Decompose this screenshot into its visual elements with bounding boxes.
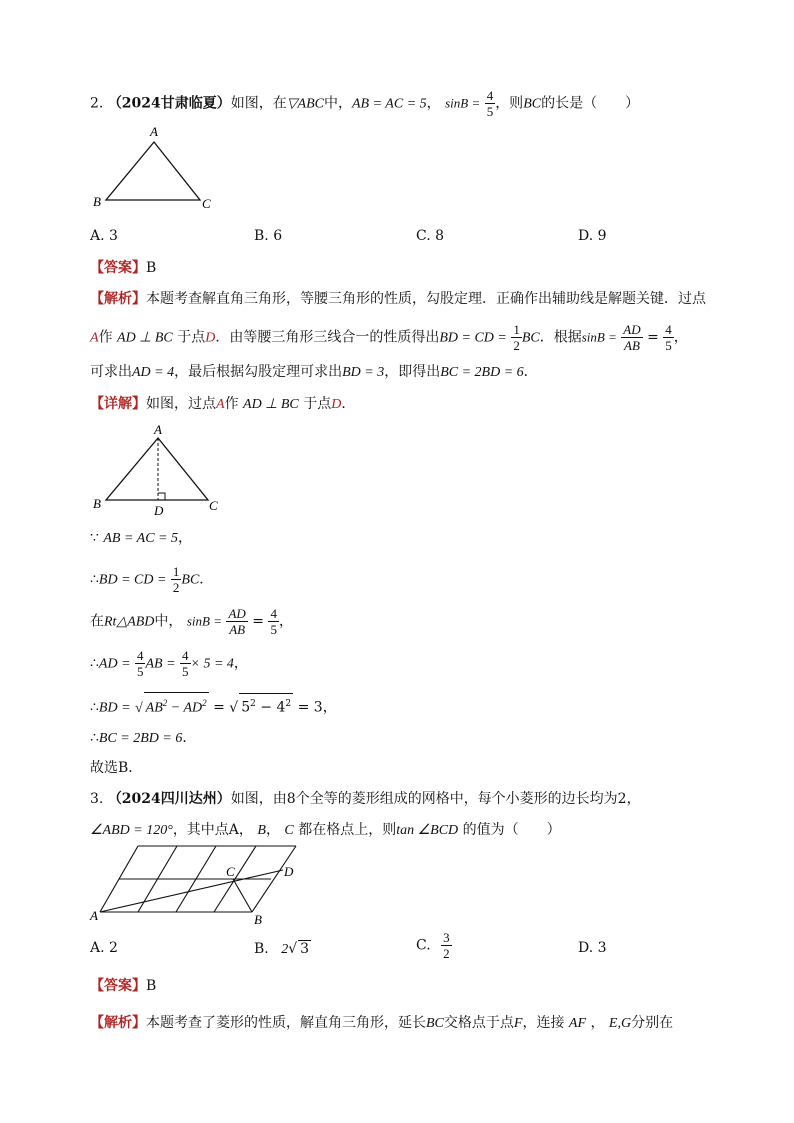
q2-triangle: ▽ABC: [286, 96, 324, 112]
q2-det-c: 作: [224, 396, 239, 412]
q2-s4-b: AD =: [98, 656, 131, 672]
q2-s3-frac-45: [268, 606, 279, 637]
q2-s1-c: ，: [178, 530, 193, 546]
q3-l2-f: 都在格点上，则: [298, 822, 397, 838]
q2-step6: [90, 728, 196, 749]
q2-s3-c: 中，: [154, 613, 183, 630]
q2-s3-b: Rt△ABD: [104, 614, 155, 630]
q2-s4-frac2: [180, 648, 191, 679]
q2-an-h: BC: [521, 330, 540, 346]
q2-an-frac45-den: 5: [665, 338, 672, 353]
q2-analysis-line2: [90, 322, 688, 353]
q3-option-c-label: C.: [416, 937, 431, 954]
q2-frac: [485, 88, 496, 119]
q3-an-e: ，连接: [522, 1015, 565, 1031]
q3-analysis: [90, 1013, 673, 1034]
q3-option-c-num: 3: [443, 930, 450, 945]
q2-triangle-shape: [106, 142, 200, 200]
q2-s2-a: ∴: [90, 571, 99, 588]
q2-s3-d: sinB =: [186, 613, 223, 629]
q2-an-g: BD = CD =: [439, 330, 507, 346]
q3-an-a: 本题考查了菱形的性质，解直角三角形，延长: [146, 1015, 426, 1031]
q2-an-d: 于点: [177, 329, 206, 346]
q2-an-a: A: [90, 330, 99, 346]
q2-option-a[interactable]: A. 3: [90, 228, 118, 244]
q2-s5-f: = 3: [297, 699, 323, 716]
q2-altitude-figure: [88, 420, 228, 520]
q2-stem: [90, 88, 639, 119]
q2-s5-g: ，: [322, 699, 337, 716]
q2-number: 2.: [90, 95, 104, 112]
q2-an3-d: BD = 3: [342, 365, 385, 380]
q2-an-eq: =: [647, 329, 659, 346]
q3-option-c[interactable]: [416, 930, 452, 961]
q2-det-g: ．: [341, 396, 356, 412]
q3-l2-b: ，其中点A，: [172, 822, 253, 838]
q3-an-g: ，: [590, 1015, 605, 1031]
q2-an-j: sinB =: [581, 329, 617, 345]
q2-stem-b: 中，: [324, 95, 352, 112]
q2-s2-half: [171, 564, 182, 595]
q2-s5-e1: 5: [241, 699, 251, 716]
q2-s2-d: ．: [199, 571, 214, 588]
q3-stem-line2: [90, 820, 561, 841]
q2-analysis-text1: 本题考查解直角三角形，等腰三角形的性质，勾股定理．正确作出辅助线是解题关键．过点: [146, 291, 706, 307]
q2-s5-sqrt1: √ $AB^2 - AD^2$: [135, 701, 209, 716]
q2-bc: BC: [523, 96, 542, 112]
q2-an-frac-den: AB: [624, 338, 640, 353]
q2-stem-a: 如图，在: [230, 95, 287, 112]
q2-option-b[interactable]: B. 6: [254, 228, 283, 244]
q2-answer-value: B: [146, 260, 157, 276]
q2-s4-e: ，: [233, 655, 248, 672]
q2-det-d: AD ⊥ BC: [243, 397, 299, 412]
q2-source: （2024甘肃临夏）: [107, 95, 231, 112]
q2-s5-sup2: 2: [202, 698, 207, 708]
q3-option-b-coef: 2: [281, 942, 289, 957]
q2-option-c[interactable]: C. 8: [416, 228, 445, 244]
q2-an-frac-45: [663, 322, 674, 353]
q3-grid: [100, 846, 296, 912]
q2-an-c: AD ⊥ BC: [117, 330, 173, 346]
q2-an3-a: 可求出: [90, 364, 132, 380]
q3-l2-d: ，: [265, 822, 280, 838]
q2-s3-a: 在: [90, 613, 104, 630]
q2-step2: [90, 564, 213, 595]
q2-answer: [90, 258, 156, 278]
q2-an3-e: ，即得出: [384, 364, 441, 380]
q2-an3-g: ．: [523, 364, 538, 380]
q3-l2-e: C: [284, 823, 294, 838]
q2-fig2-label-d: D: [154, 503, 164, 518]
q2-s3-f45-num: 4: [270, 606, 277, 621]
q2-s3-end: ，: [278, 613, 293, 630]
q2-s5-c2: − AD: [167, 700, 203, 716]
q3-label-a: A: [90, 908, 98, 923]
q2-s5-sup3: 2: [250, 699, 256, 709]
q2-an-frac45-num: 4: [665, 322, 672, 337]
q3-number: 3.: [90, 791, 104, 807]
q2-det-f: D: [331, 397, 342, 412]
q2-s5-d: =: [213, 699, 225, 716]
q2-step1: [90, 528, 192, 549]
q2-an-end: ，: [673, 329, 688, 346]
q3-l2-h: 的值为（ ）: [462, 822, 561, 838]
q2-step3: [90, 606, 293, 637]
q2-step4: [90, 648, 248, 679]
q2-fig2-label-a: A: [154, 422, 162, 437]
q2-an-e: D: [205, 330, 216, 346]
q2-an-half-num: 1: [513, 322, 520, 337]
q2-s5-b: BD =: [98, 700, 131, 716]
q2-s5-sqrt2: √ $5^2 - 4^2$: [229, 700, 293, 716]
q3-l2-a: ∠ABD = 120°: [90, 823, 173, 838]
q3-analysis-tag: 【解析】: [90, 1015, 146, 1031]
q2-label-b: B: [93, 194, 101, 209]
q3-option-d[interactable]: D. 3: [578, 940, 607, 956]
q2-comma: ，: [426, 95, 441, 112]
q2-s1-a: ∵: [90, 530, 99, 546]
q2-s4-f1-den: 5: [136, 664, 144, 679]
q2-detail-tag: 【详解】: [90, 396, 146, 412]
q2-detail-line: [90, 394, 355, 415]
q3-stem-a: 如图，由8个全等的菱形组成的网格中，每个小菱形的边长均为2，: [230, 791, 641, 807]
q2-s2-half-den: 2: [172, 580, 180, 595]
q2-an-frac-num: AD: [623, 322, 641, 337]
q2-analysis-line1: [90, 289, 706, 309]
q2-label-a: A: [150, 124, 158, 139]
q2-s4-frac1: [135, 648, 146, 679]
q2-stem-c: ，则: [495, 95, 524, 112]
q3-an-i: 分别在: [631, 1015, 674, 1031]
q3-rhombus-grid-figure: [88, 840, 308, 930]
q2-an-f: ．由等腰三角形三线合一的性质得出: [215, 329, 440, 346]
q2-s6-a: ∴: [90, 730, 99, 746]
q2-s4-d: × 5 = 4: [190, 656, 234, 672]
q3-label-c: C: [226, 864, 235, 879]
q2-s1-b: AB = AC = 5: [103, 531, 179, 546]
q2-fig2-label-b: B: [93, 496, 101, 511]
q2-s5-a: ∴: [90, 699, 99, 716]
q2-s5-e2: − 4: [255, 699, 286, 716]
q2-s4-f1-num: 4: [136, 648, 144, 663]
q2-s6-c: ．: [182, 730, 197, 746]
q2-frac-num: 4: [486, 88, 494, 103]
q3-l2-g: tan ∠BCD: [396, 823, 459, 838]
q3-stem-line1: [90, 789, 641, 809]
q2-s6-b: BC = 2BD = 6: [98, 731, 183, 746]
q2-an-half: [511, 322, 522, 353]
q2-s4-a: ∴: [90, 655, 99, 672]
q2-det-e: 于点: [303, 396, 332, 412]
q2-stem-d: 的长是（ ）: [541, 95, 640, 112]
q3-answer-tag: 【答案】: [90, 978, 146, 994]
q3-an-b: BC: [426, 1016, 444, 1031]
q2-s5-sup4: 2: [285, 699, 292, 709]
q2-an-b: 作: [98, 329, 113, 346]
q2-answer-tag: 【答案】: [90, 260, 146, 276]
q3-answer-value: B: [146, 978, 157, 994]
q3-source: （2024四川达州）: [107, 791, 231, 807]
q2-s3-frac-den: AB: [229, 622, 246, 637]
q3-l2-c: B: [257, 823, 266, 838]
q2-an-half-den: 2: [513, 338, 520, 353]
q2-det-a: 如图，过点: [146, 396, 216, 412]
q2-label-c: C: [202, 196, 211, 211]
q2-eq1: AB = AC = 5: [352, 96, 427, 112]
q3-option-c-frac: [441, 930, 452, 961]
q2-det-b: A: [216, 397, 225, 412]
q2-option-d[interactable]: D. 9: [578, 228, 607, 244]
q3-answer: [90, 976, 156, 996]
q2-an-i: ．根据: [539, 329, 582, 346]
q2-an3-c: ，最后根据勾股定理可求出: [174, 364, 343, 380]
q2-choose: 故选B．: [90, 760, 143, 776]
q2-s2-half-num: 1: [172, 564, 180, 579]
q2-s2-b: BD = CD =: [98, 572, 167, 588]
q3-label-b: B: [254, 912, 262, 927]
q2-s5-sup1: 2: [162, 698, 168, 708]
q2-analysis-tag: 【解析】: [90, 291, 146, 307]
q3-an-h: E,G: [608, 1016, 632, 1031]
q3-option-c-den: 2: [443, 946, 450, 961]
q2-an3-b: AD = 4: [132, 365, 175, 380]
q2-s4-f2-num: 4: [182, 648, 189, 663]
q2-s3-frac-ad-ab: [226, 606, 247, 637]
q2-frac-den: 5: [486, 104, 494, 119]
q3-line-bc: [233, 879, 252, 912]
q2-an-frac-ad-ab: [621, 322, 642, 353]
q3-option-b-rad: 3: [300, 941, 310, 957]
q2-s2-c: BC: [181, 572, 200, 588]
q2-an3-f: BC = 2BD = 6: [440, 365, 524, 380]
q3-an-c: 交格点于点: [443, 1015, 514, 1031]
q2-fig2-label-c: C: [209, 498, 218, 513]
q2-s5-c1: AB: [145, 700, 163, 716]
q2-s4-f2-den: 5: [182, 664, 189, 679]
q2-altitude-triangle: [106, 438, 208, 500]
q2-right-angle-mark: [158, 493, 165, 500]
q3-an-d: F: [513, 1016, 523, 1031]
q2-triangle-figure: [88, 122, 228, 214]
q3-option-b[interactable]: B. 2√ 3: [254, 941, 310, 957]
q2-sin: sinB =: [445, 95, 481, 111]
q2-s3-frac-num: AD: [228, 606, 246, 621]
q3-option-b-label: B.: [254, 941, 269, 957]
q2-analysis-line3: [90, 362, 538, 383]
q2-s3-eq: =: [252, 613, 264, 630]
q2-step5: [90, 692, 337, 719]
q3-option-a[interactable]: A. 2: [90, 940, 118, 956]
q3-label-d: D: [284, 864, 294, 879]
q3-an-f: AF: [568, 1016, 587, 1031]
q2-s4-c: AB =: [145, 656, 176, 672]
q2-s3-f45-den: 5: [270, 622, 277, 637]
